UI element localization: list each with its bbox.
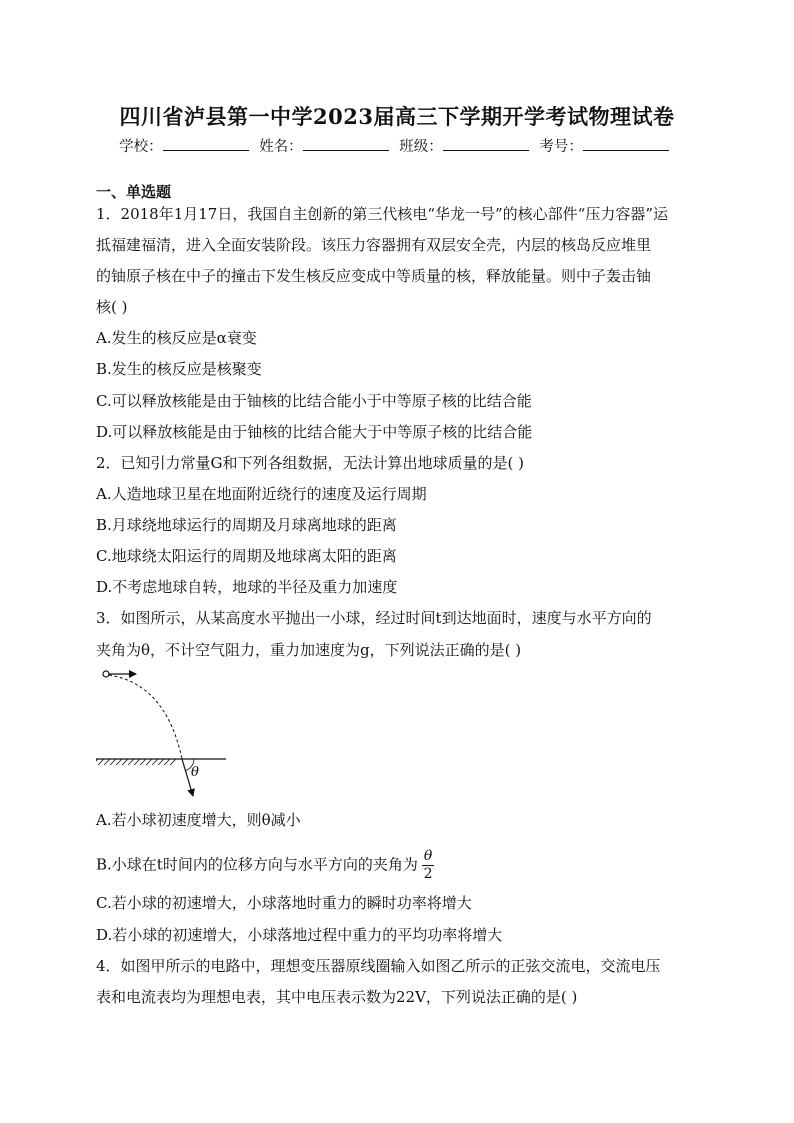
q1-option-c: C.可以释放核能是由于铀核的比结合能小于中等原子核的比结合能 bbox=[96, 392, 532, 410]
q2-option-c: C.地球绕太阳运行的周期及地球离太阳的距离 bbox=[96, 547, 397, 565]
q3-option-c: C.若小球的初速增大，小球落地时重力的瞬时功率将增大 bbox=[96, 894, 472, 912]
ball-icon bbox=[103, 671, 109, 677]
q1-option-d: D.可以释放核能是由于铀核的比结合能大于中等原子核的比结合能 bbox=[96, 423, 533, 441]
fraction-numerator: θ bbox=[423, 848, 433, 864]
number-label: 考号： bbox=[539, 139, 583, 155]
theta-label: θ bbox=[191, 765, 199, 780]
class-blank[interactable] bbox=[443, 136, 529, 151]
q2-option-b: B.月球绕地球运行的周期及月球离地球的距离 bbox=[96, 516, 397, 534]
q1-stem-line-2: 抵福建福清，进入全面安装阶段。该压力容器拥有双层安全壳，内层的核岛反应堆里 bbox=[96, 236, 652, 254]
q2-stem: 2．已知引力常量G和下列各组数据，无法计算出地球质量的是( ) bbox=[96, 454, 525, 472]
student-info-row bbox=[0, 135, 794, 156]
school-blank[interactable] bbox=[163, 136, 249, 151]
name-blank[interactable] bbox=[303, 136, 389, 151]
q3-option-b bbox=[96, 848, 434, 883]
q2-option-a: A.人造地球卫星在地面附近绕行的速度及运行周期 bbox=[96, 485, 427, 503]
q3-option-d: D.若小球的初速增大，小球落地过程中重力的平均功率将增大 bbox=[96, 926, 503, 944]
q4-stem-line-1: 4．如图甲所示的电路中，理想变压器原线圈输入如图乙所示的正弦交流电，交流电压 bbox=[96, 957, 661, 975]
q3-option-a: A.若小球初速度增大，则θ减小 bbox=[96, 811, 301, 829]
number-blank[interactable] bbox=[583, 136, 669, 151]
q1-option-b: B.发生的核反应是核聚变 bbox=[96, 360, 262, 378]
school-label: 学校： bbox=[119, 139, 163, 155]
q1-stem-line-3: 的铀原子核在中子的撞击下发生核反应变成中等质量的核，释放能量。则中子轰击铀 bbox=[96, 267, 652, 285]
q1-stem-line-4: 核( ) bbox=[96, 298, 128, 316]
projectile-figure bbox=[96, 664, 236, 804]
q3-option-b-text: B.小球在t时间内的位移方向与水平方向的夹角为 bbox=[96, 855, 418, 874]
q1-option-a: A.发生的核反应是α衰变 bbox=[96, 329, 257, 347]
theta-over-two-fraction bbox=[422, 848, 434, 883]
section-title: 一、单选题 bbox=[96, 183, 172, 201]
q3-stem-line-1: 3．如图所示，从某高度水平抛出一小球，经过时间t到达地面时，速度与水平方向的 bbox=[96, 609, 652, 627]
exam-title: 四川省泸县第一中学2023届高三下学期开学考试物理试卷 bbox=[119, 104, 675, 129]
fraction-denominator: 2 bbox=[423, 866, 433, 882]
q1-stem-line-1: 1．2018年1月17日，我国自主创新的第三代核电“华龙一号”的核心部件“压力容器”运 bbox=[96, 205, 669, 223]
ground-hatching bbox=[96, 759, 176, 765]
q2-option-d: D.不考虑地球自转，地球的半径及重力加速度 bbox=[96, 578, 398, 596]
trajectory-path bbox=[109, 675, 182, 759]
class-label: 班级： bbox=[399, 139, 443, 155]
q3-stem-line-2: 夹角为θ，不计空气阻力，重力加速度为g，下列说法正确的是( ) bbox=[96, 641, 522, 659]
q4-stem-line-2: 表和电流表均为理想电表，其中电压表示数为22V，下列说法正确的是( ) bbox=[96, 988, 578, 1006]
name-label: 姓名： bbox=[259, 139, 303, 155]
